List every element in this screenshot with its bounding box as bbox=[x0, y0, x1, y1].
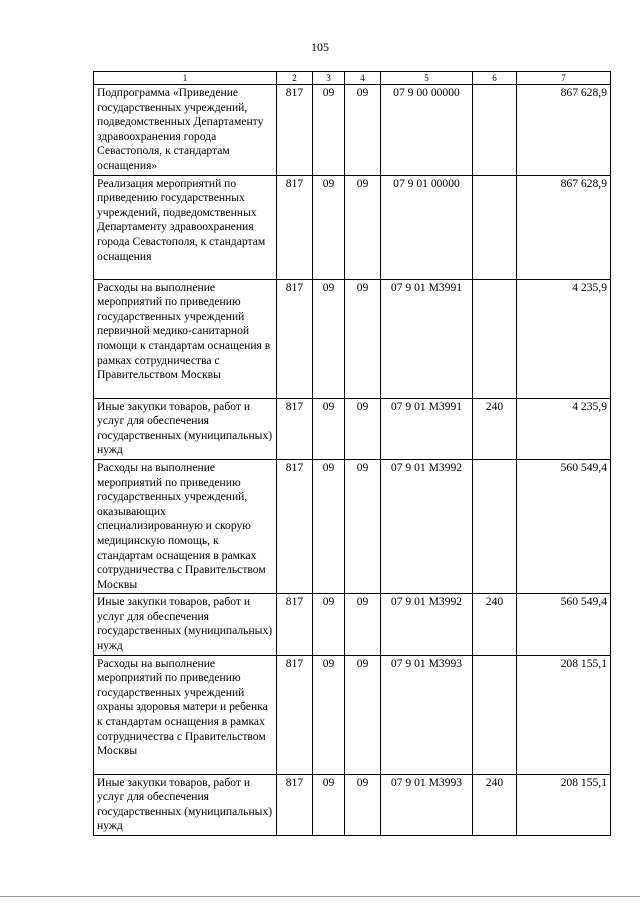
row-target-article: 07 9 01 М3991 bbox=[381, 279, 473, 398]
row-target-article: 07 9 01 М3993 bbox=[381, 655, 473, 774]
budget-table bbox=[93, 71, 611, 836]
row-expense-type bbox=[473, 655, 517, 774]
column-header-6: 6 bbox=[473, 72, 517, 85]
row-expense-type bbox=[473, 175, 517, 279]
row-section: 09 bbox=[313, 774, 345, 835]
table-row bbox=[94, 459, 611, 593]
row-section: 09 bbox=[313, 655, 345, 774]
table-row bbox=[94, 655, 611, 774]
column-header-7: 7 bbox=[517, 72, 611, 85]
row-expense-type: 240 bbox=[473, 398, 517, 459]
row-sum: 208 155,1 bbox=[517, 655, 611, 774]
table-header-row bbox=[94, 72, 611, 85]
row-name: Расходы на выполнение мероприятий по приведению государственных учреждений, оказывающих специализированную и скорую медицинскую помощь, к стандартам оснащения в рамках сотрудничества с Правительством Москвы bbox=[94, 459, 277, 593]
row-target-article: 07 9 01 М3993 bbox=[381, 774, 473, 835]
row-target-article: 07 9 01 М3991 bbox=[381, 398, 473, 459]
row-section: 09 bbox=[313, 85, 345, 176]
row-sum: 4 235,9 bbox=[517, 398, 611, 459]
row-expense-type: 240 bbox=[473, 594, 517, 655]
row-target-article: 07 9 01 М3992 bbox=[381, 459, 473, 593]
page-bottom-edge bbox=[0, 896, 640, 897]
column-header-3: 3 bbox=[313, 72, 345, 85]
row-subsection: 09 bbox=[345, 774, 381, 835]
row-sum: 867 628,9 bbox=[517, 175, 611, 279]
column-header-2: 2 bbox=[277, 72, 313, 85]
table-body bbox=[94, 85, 611, 836]
page-number: 105 bbox=[311, 40, 329, 54]
table-row bbox=[94, 594, 611, 655]
row-sum: 4 235,9 bbox=[517, 279, 611, 398]
row-sum: 560 549,4 bbox=[517, 594, 611, 655]
row-subsection: 09 bbox=[345, 398, 381, 459]
row-sum: 208 155,1 bbox=[517, 774, 611, 835]
row-section: 09 bbox=[313, 175, 345, 279]
row-subsection: 09 bbox=[345, 175, 381, 279]
row-grbs: 817 bbox=[277, 655, 313, 774]
row-grbs: 817 bbox=[277, 594, 313, 655]
column-header-1: 1 bbox=[94, 72, 277, 85]
row-grbs: 817 bbox=[277, 459, 313, 593]
row-name: Иные закупки товаров, работ и услуг для обеспечения государственных (муниципальных) нужд bbox=[94, 594, 277, 655]
row-target-article: 07 9 01 М3992 bbox=[381, 594, 473, 655]
row-name: Подпрограмма «Приведение государственных учреждений, подведомственных Департаменту здравоохранения города Севастополя, к стандартам оснащения» bbox=[94, 85, 277, 176]
column-header-5: 5 bbox=[381, 72, 473, 85]
row-name: Расходы на выполнение мероприятий по приведению государственных учреждений охраны здоровья матери и ребенка к стандартам оснащения в рамках сотрудничества с Правительством Москвы bbox=[94, 655, 277, 774]
row-section: 09 bbox=[313, 459, 345, 593]
row-grbs: 817 bbox=[277, 774, 313, 835]
row-expense-type: 240 bbox=[473, 774, 517, 835]
row-section: 09 bbox=[313, 594, 345, 655]
row-target-article: 07 9 00 00000 bbox=[381, 85, 473, 176]
row-name: Иные закупки товаров, работ и услуг для обеспечения государственных (муниципальных) нужд bbox=[94, 774, 277, 835]
row-expense-type bbox=[473, 279, 517, 398]
table-row bbox=[94, 279, 611, 398]
table-row bbox=[94, 85, 611, 176]
row-subsection: 09 bbox=[345, 279, 381, 398]
row-grbs: 817 bbox=[277, 398, 313, 459]
row-grbs: 817 bbox=[277, 279, 313, 398]
table-row bbox=[94, 175, 611, 279]
row-grbs: 817 bbox=[277, 85, 313, 176]
row-name: Иные закупки товаров, работ и услуг для обеспечения государственных (муниципальных) нужд bbox=[94, 398, 277, 459]
row-sum: 867 628,9 bbox=[517, 85, 611, 176]
table-row bbox=[94, 774, 611, 835]
row-subsection: 09 bbox=[345, 85, 381, 176]
row-expense-type bbox=[473, 85, 517, 176]
table-row bbox=[94, 398, 611, 459]
row-name: Расходы на выполнение мероприятий по приведению государственных учреждений первичной медико-санитарной помощи к стандартам оснащения в рамках сотрудничества с Правительством Москвы bbox=[94, 279, 277, 398]
row-section: 09 bbox=[313, 398, 345, 459]
row-subsection: 09 bbox=[345, 655, 381, 774]
row-sum: 560 549,4 bbox=[517, 459, 611, 593]
row-section: 09 bbox=[313, 279, 345, 398]
row-grbs: 817 bbox=[277, 175, 313, 279]
row-expense-type bbox=[473, 459, 517, 593]
row-name: Реализация мероприятий по приведению государственных учреждений, подведомственных Департаменту здравоохранения города Севастополя, к стандартам оснащения bbox=[94, 175, 277, 279]
column-header-4: 4 bbox=[345, 72, 381, 85]
row-subsection: 09 bbox=[345, 594, 381, 655]
row-target-article: 07 9 01 00000 bbox=[381, 175, 473, 279]
row-subsection: 09 bbox=[345, 459, 381, 593]
